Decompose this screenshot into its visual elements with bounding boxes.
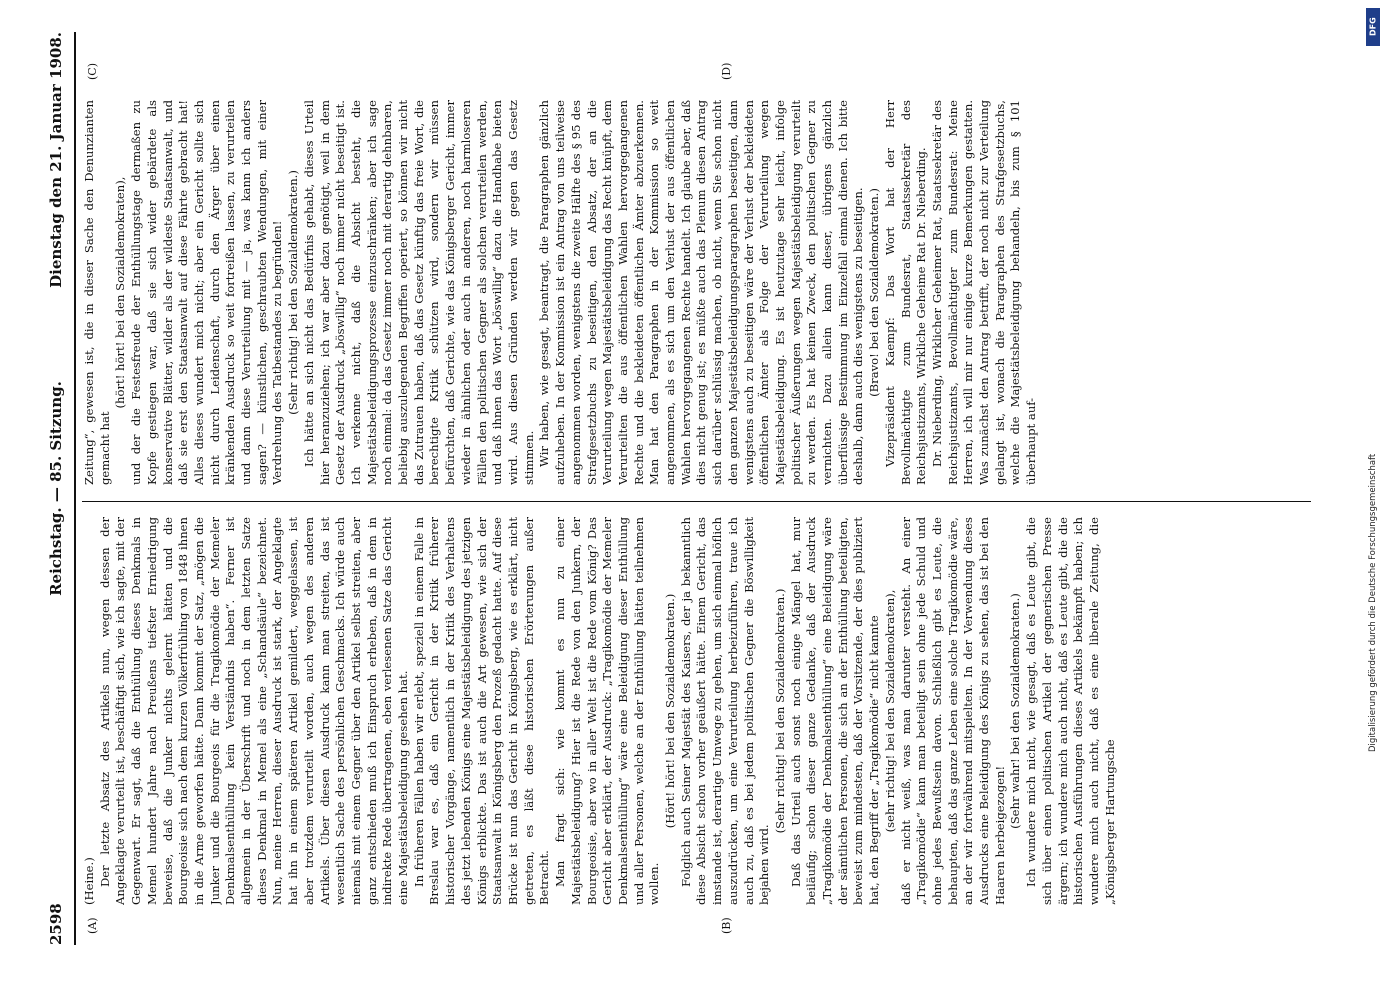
column-rule (82, 501, 1311, 502)
left-column (82, 517, 1311, 905)
page-header (45, 32, 71, 945)
margin-marker-c: (C) (86, 63, 99, 80)
margin-marker-a: (A) (86, 917, 99, 934)
paragraph: Der letzte Absatz des Artikels nun, wegen dessen der Angeklagte verurteilt ist, beschäftigt sich, wie ich sagte, mit der Gegenwart. Er sagt, daß die Enthüllung dieses Denkmals in Memel hundert Jahre nach Preußens tiefster Erniedrigung beweise, daß die Junker nichts gelernt hätten und die Bourgeoisie sich nach dem kurzen Völkerfrühling von 1848 ihnen in die Arme geworfen hätte. Dann kommt der Satz, „mögen die Junker und die Bourgeois für die Tragikomödie der Memeler Denkmalsenthüllung kein Verständnis haben“. Ferner ist allgemein in der Überschrift und noch in dem letzten Satze dieses Denkmal in Memel als eine „Schandsäule“ bezeichnet. Nun, meine Herren, dieser Ausdruck ist stark, der Angeklagte hat ihn in einem späteren Artikel gemildert, weggelassen, ist aber trotzdem verurteilt worden, auch wegen des anderen Artikels. Über diesen Ausdruck kann man streiten, das ist wesentlich Sache des persönlichen Geschmacks. Ich würde auch niemals mit einem Gegner über den Artikel selbst streiten, aber ganz entschieden muß ich Einspruch erheben, daß in dem in indirekte Rede übertragenen, eben verlesenen Satze das Gericht eine Majestätsbeleidigung gesehen hat. (97, 517, 411, 905)
interjection: (Hört! hört! bei den Sozialdemokraten.) (663, 593, 678, 829)
right-column (82, 100, 1311, 485)
session-title: Reichstag. — 85. Sitzung. (47, 381, 65, 596)
paragraph: Daß das Urteil auch sonst noch einige Mängel hat, mur beiläufig; schon dieser ganze Gedanke, daß der Ausdruck „Tragikomödie der Denkmalsenthüllung“ eine Beleidigung wäre der sämtlichen Personen, die sich an der Enthüllung beteiligten, beweist zum mindesten, daß der Vorsitzende, der dies publiziert hat, den Begriff der „Tragikomödie“ nicht kannte (788, 517, 882, 905)
dfg-logo: DFG (1366, 8, 1380, 46)
interjection: (Sehr richtig! bei den Sozialdemokraten.) (286, 170, 301, 415)
paragraph: Folglich auch Seiner Majestät des Kaisers, der ja bekanntlich diese Absicht schon vorher geäußert hätte. Einem Gericht, das imstande ist, derartige Umwege zu gehen, um sich einmal höflich auszudrücken, um eine Verurteilung herbeizuführen, traue ich auch zu, daß es bei jedem politischen Gegner die Böswilligkeit bejahen wird. (678, 517, 772, 905)
paragraph: Ich hätte an sich nicht das Bedürfnis gehabt, dieses Urteil hier heranzuziehen; ich war aber dazu genötigt, weil in dem Gesetz der Ausdruck „böswillig“ noch immer nicht beseitigt ist. Ich verkenne nicht, daß die Absicht besteht, die Majestätsbeleidigungsprozesse einzuschränken; aber ich sage noch einmal: da das Gesetz immer noch mit derartig dehnbaren, beliebig auszulegenden Begriffen operiert, so können wir nicht das Zutrauen haben, daß das Gesetz künftig das freie Wort, die berechtigte Kritik schützen wird, sondern wir müssen befürchten, daß Gerichte, wie das Königsberger Gericht, immer wieder in ähnlichen oder auch in anderen, noch harmloseren Fällen den politischen Gegner als solchen verurteilen werden, und daß ihnen das Wort „böswillig“ dazu die Handhabe bieten wird. Aus diesen Gründen werden wir gegen das Gesetz stimmen. (301, 100, 536, 485)
paragraph: Vizepräsident Kaempf: Das Wort hat der Herr Bevollmächtigte zum Bundesrat, Staatssekretär des Reichsjustizamts, Wirkliche Geheime Rat Dr. Nieberding. (882, 100, 929, 485)
paragraph: Ich wundere mich nicht, wie gesagt, daß es Leute gibt, die sich über einen politischen Artikel der gegnerischen Presse ärgern; ich wundere mich auch nicht, daß es Leute gibt, die die historischen Ausführungen dieses Artikels bekämpft haben; ich wundere mich auch nicht, daß es eine liberale Zeitung, die „Königsberger Hartungsche (1024, 517, 1117, 905)
interjection: (Sehr wahr! bei den Sozialdemokraten.) (1008, 593, 1023, 829)
interjection: (Sehr richtig! bei den Sozialdemokraten.) (772, 588, 787, 834)
interjection: (sehr richtig! bei den Sozialdemokraten), (882, 589, 897, 833)
paragraph: daß er nicht weiß, was man darunter versteht. An einer „Tragikomödie“ kann man beteiligt sein ohne jede Schuld und ohne jedes Bewußtsein davon. Schließlich gibt es Leute, die behaupten, daß das ganze Leben eine solche Tragikomödie wäre, an der wir fortwährend mitspielten. In der Verwendung dieses Ausdrucks eine Beleidigung des Königs zu sehen, das ist bei den Haaren herbeigezogen! (898, 517, 1007, 905)
speaker-label: (Heine.) (82, 857, 96, 905)
margin-marker-d: (D) (720, 62, 733, 80)
page-number: 2598 (47, 903, 65, 945)
header-rule (74, 32, 76, 945)
paragraph: In früheren Fällen haben wir erlebt, speziell in einem Falle in Breslau war es, daß ein Gericht in der Kritik früherer historischer Vorgänge, namentlich in der Kritik des Verhaltens des jetzt lebenden Königs eine Majestätsbeleidigung des jetzigen Königs erblickte. Das ist auch die Art gewesen, wie sich der Staatsanwalt in Königsberg den Prozeß gedacht hatte. Auf diese Brücke ist nun das Gericht in Königsberg, wie es erklärt, nicht getreten, es läßt diese historischen Erörterungen außer Betracht. (411, 517, 552, 905)
digitization-credit: Digitalisierung gefördert durch die Deutsche Forschungsgemeinschaft (1368, 453, 1378, 752)
interjection: (Bravo! bei den Sozialdemokraten.) (867, 188, 882, 397)
interjection: (hört! hört! bei den Sozialdemokraten), (113, 176, 128, 409)
paragraph: Wir haben, wie gesagt, beantragt, die Paragraphen gänzlich aufzuheben. In der Kommission ist ein Antrag von uns teilweise angenommen worden, wenigstens die zweite Hälfte des § 95 des Strafgesetzbuchs zu beseitigen, den Absatz, der an die Verurteilung wegen Majestätsbeleidigung das Recht knüpft, dem Verurteilten die aus öffentlichen Wahlen hervorgegangenen Rechte und die bekleideten öffentlichen Ämter abzuerkennen. Man hat den Paragraphen in der Kommission so weit angenommen, als es sich um den Verlust der aus öffentlichen Wahlen hervorgegangenen Rechte handelt. Ich glaube aber, daß dies nicht genug ist; es müßte auch das Plenum diesen Antrag sich darüber schlüssig machen, ob nicht, wenn Sie schon nicht den ganzen Majestätsbeleidigungsparagraphen beseitigen, dann wenigstens auch zu beseitigen wäre der Verlust der bekleideten öffentlichen Ämter als Folge der Verurteilung wegen Majestätsbeleidigung. Es ist heutzutage sehr leicht, infolge politischer Äußerungen wegen Majestätsbeleidigung verurteilt zu werden. Es hat keinen Zweck, den politischen Gegner zu vernichten. Dazu allein kann dieser, übrigens gänzlich überflüssige Bestimmung im Einzelfall einmal dienen. Ich bitte deshalb, dann auch dies wenigstens zu beseitigen. (537, 100, 866, 485)
margin-marker-b: (B) (720, 917, 733, 934)
session-date: Dienstag den 21. Januar 1908. (47, 32, 65, 288)
paragraph: Zeitung“, gewesen ist, die in dieser Sache den Denunzianten gemacht hat (82, 100, 112, 485)
paragraph: und der die Festesfreude der Enthüllungstage dermaßen zu Kopfe gestiegen war, daß sie sich wider gebärdete als konservative Blätter, wilder als der wildeste Staatsanwalt, und daß sie erst den Staatsanwalt auf diese Fährte gebracht hat! Alles dieses wundert mich nicht; aber ein Gericht sollte sich nicht durch Leidenschaft, durch den Ärger über einen kränkenden Ausdruck so weit fortreißen lassen, zu verurteilen und dann diese Verurteilung mit — ja, was kann ich anders sagen? — künstlichen, geschraubten Wendungen, mit einer Verdrehung des Tatbestandes zu begründen! (129, 100, 285, 485)
paragraph: Dr. Nieberding, Wirklicher Geheimer Rat, Staatssekretär des Reichsjustizamts, Bevollmächtigter zum Bundesrat: Meine Herren, ich will mir nur einige kurze Bemerkungen gestatten. Was zunächst den Antrag betrifft, der noch nicht zur Verteilung gelangt ist, wonach die Paragraphen des Strafgesetzbuchs, welche die Majestätsbeleidigung behandeln, bis zum § 101 überhaupt auf- (929, 100, 1039, 485)
paragraph: Man fragt sich: wie kommt es nun zu einer Majestätsbeleidigung? Hier ist die Rede von den Junkern, der Bourgeoisie, aber wo in aller Welt ist die Rede vom König? Das Gericht aber erklärt, der Ausdruck: „Tragikomödie der Memeler Denkmalsenthüllung“ wäre eine Beleidigung dieser Enthüllung und aller Personen, welche an der Enthüllung hätten teilnehmen wollen. (553, 517, 662, 905)
